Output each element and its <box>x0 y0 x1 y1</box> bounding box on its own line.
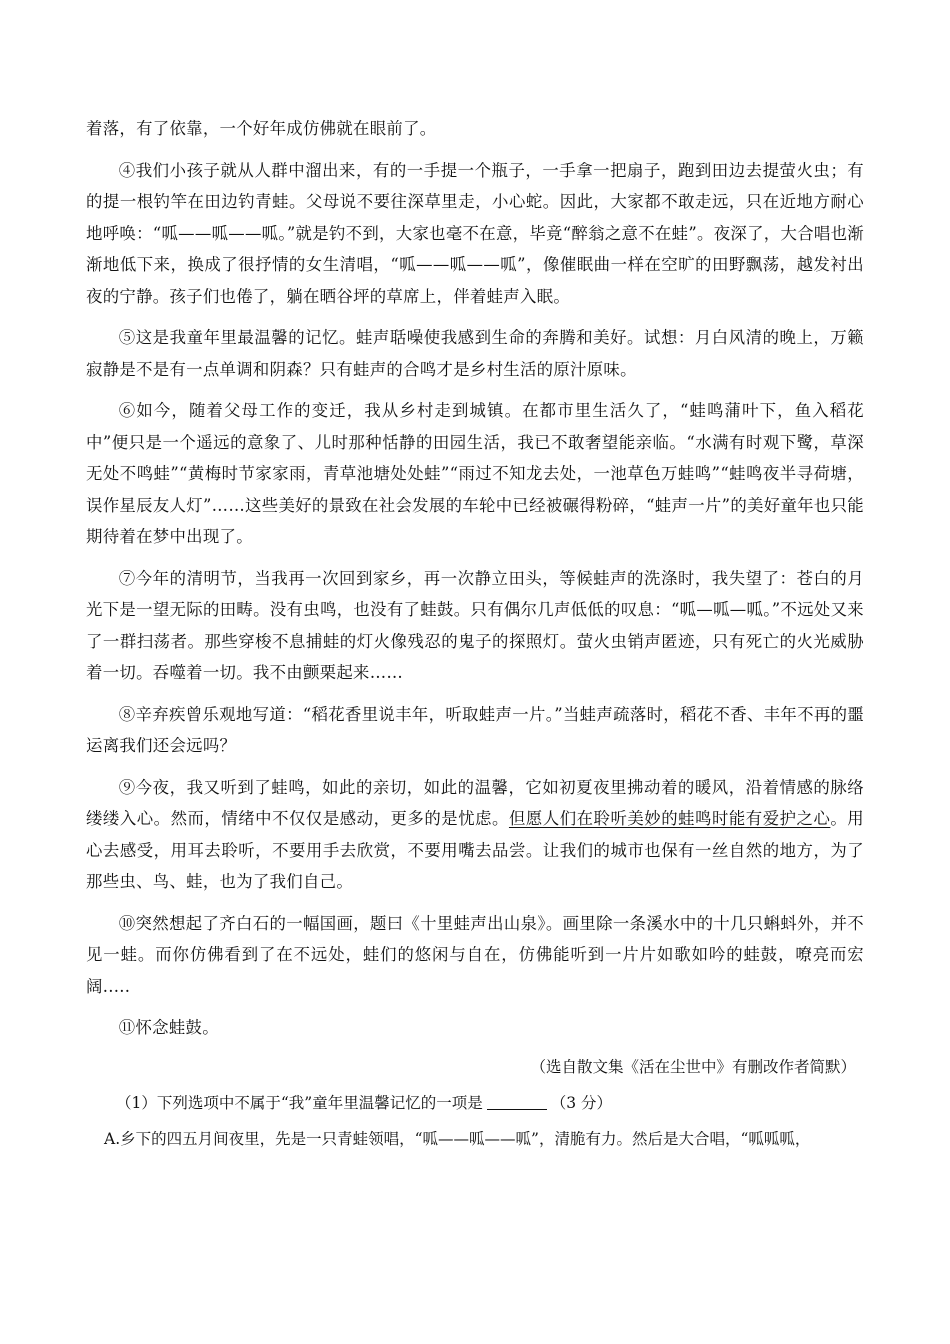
paragraph-7: ⑦今年的清明节，当我再一次回到家乡，再一次静立田头，等候蛙声的洗涤时，我失望了：苍白的月光下是一望无际的田畴。没有虫鸣，也没有了蛙鼓。只有偶尔几声低低的叹息：“呱—呱—呱。”不远处又来了一群扫荡者。那些穿梭不息捕蛙的灯火像残忍的鬼子的探照灯。萤火虫销声匿迹，只有死亡的火光威胁着一切。吞噬着一切。我不由颤栗起来…… <box>86 568 864 682</box>
paragraph-5: ⑤这是我童年里最温馨的记忆。蛙声聒噪使我感到生命的奔腾和美好。试想：月白风清的晚上，万籁寂静是不是有一点单调和阴森？只有蛙声的合鸣才是乡村生活的原汁原味。 <box>86 328 864 379</box>
question-1-score: （3 分） <box>550 1093 613 1112</box>
answer-blank[interactable] <box>487 1091 547 1110</box>
paragraph-8: ⑧辛弃疾曾乐观地写道：“稻花香里说丰年，听取蛙声一片。”当蛙声疏落时，稻花不香、丰年不再的噩运离我们还会远吗？ <box>86 704 864 755</box>
paragraph-11: ⑪怀念蛙鼓。 <box>118 1018 219 1037</box>
question-1-text: （1）下列选项中不属于“我”童年里温馨记忆的一项是 <box>116 1093 483 1112</box>
paragraph-continued: 着落，有了依靠，一个好年成仿佛就在眼前了。 <box>86 119 437 138</box>
paragraph-10: ⑩突然想起了齐白石的一幅国画，题曰《十里蛙声出山泉》。画里除一条溪水中的十几只蝌蚪外，并不见一蛙。而你仿佛看到了在不远处，蛙们的悠闲与自在，仿佛能听到一片片如歌如吟的蛙鼓，嘹亮而宏阔..... <box>86 913 864 996</box>
paragraph-9 <box>86 772 864 898</box>
paragraph-4: ④我们小孩子就从人群中溜出来，有的一手提一个瓶子，一手拿一把扇子，跑到田边去提萤火虫；有的提一根钓竿在田边钓青蛙。父母说不要往深草里走，小心蛇。因此，大家都不敢走远，只在近地方耐心地呼唤：“呱——呱——呱。”就是钓不到，大家也毫不在意，毕竟“醉翁之意不在蛙”。夜深了，大合唱也渐渐地低下来，换成了很抒情的女生清唱，“呱——呱——呱”，像催眠曲一样在空旷的田野飘荡，越发衬出夜的宁静。孩子们也倦了，躺在晒谷坪的草席上，伴着蛙声入眠。 <box>86 160 864 306</box>
option-a: A.乡下的四五月间夜里，先是一只青蛙领唱，“呱——呱——呱”，清脆有力。然后是大合唱，“呱呱呱， <box>104 1129 811 1148</box>
paragraph-9-after: 。用心去感受，用耳去聆听，不要用手去欣赏，不要用嘴去品尝。让我们的城市也保有一丝自然的地方，为了那些虫、鸟、蛙，也为了我们自己。 <box>86 809 864 891</box>
question-1 <box>86 1088 864 1118</box>
paragraph-6: ⑥如今，随着父母工作的变迁，我从乡村走到城镇。在都市里生活久了，“蛙鸣蒲叶下，鱼入稻花中”便只是一个遥远的意象了、儿时那种恬静的田园生活，我已不敢奢望能亲临。“水满有时观下鹭，草深无处不鸣蛙”“黄梅时节家家雨，青草池塘处处蛙”“雨过不知龙去处，一池草色万蛙鸣”“蛙鸣夜半寻荷塘，误作星辰友人灯”……这些美好的景致在社会发展的车轮中已经被碾得粉碎，“蛙声一片”的美好童年也只能期待着在梦中出现了。 <box>86 401 864 546</box>
source-citation: （选自散文集《活在尘世中》有删改作者简默） <box>530 1057 856 1076</box>
paragraph-9-before: ⑨今夜，我又听到了蛙鸣，如此的亲切，如此的温馨，它如初夏夜里拂动着的暖风，沿着情感的脉络缕缕入心。然而，情绪中不仅仅是感动，更多的是忧虑。 <box>86 777 864 828</box>
underlined-sentence: 但愿人们在聆听美妙的蛙鸣时能有爱护之心 <box>508 809 831 828</box>
